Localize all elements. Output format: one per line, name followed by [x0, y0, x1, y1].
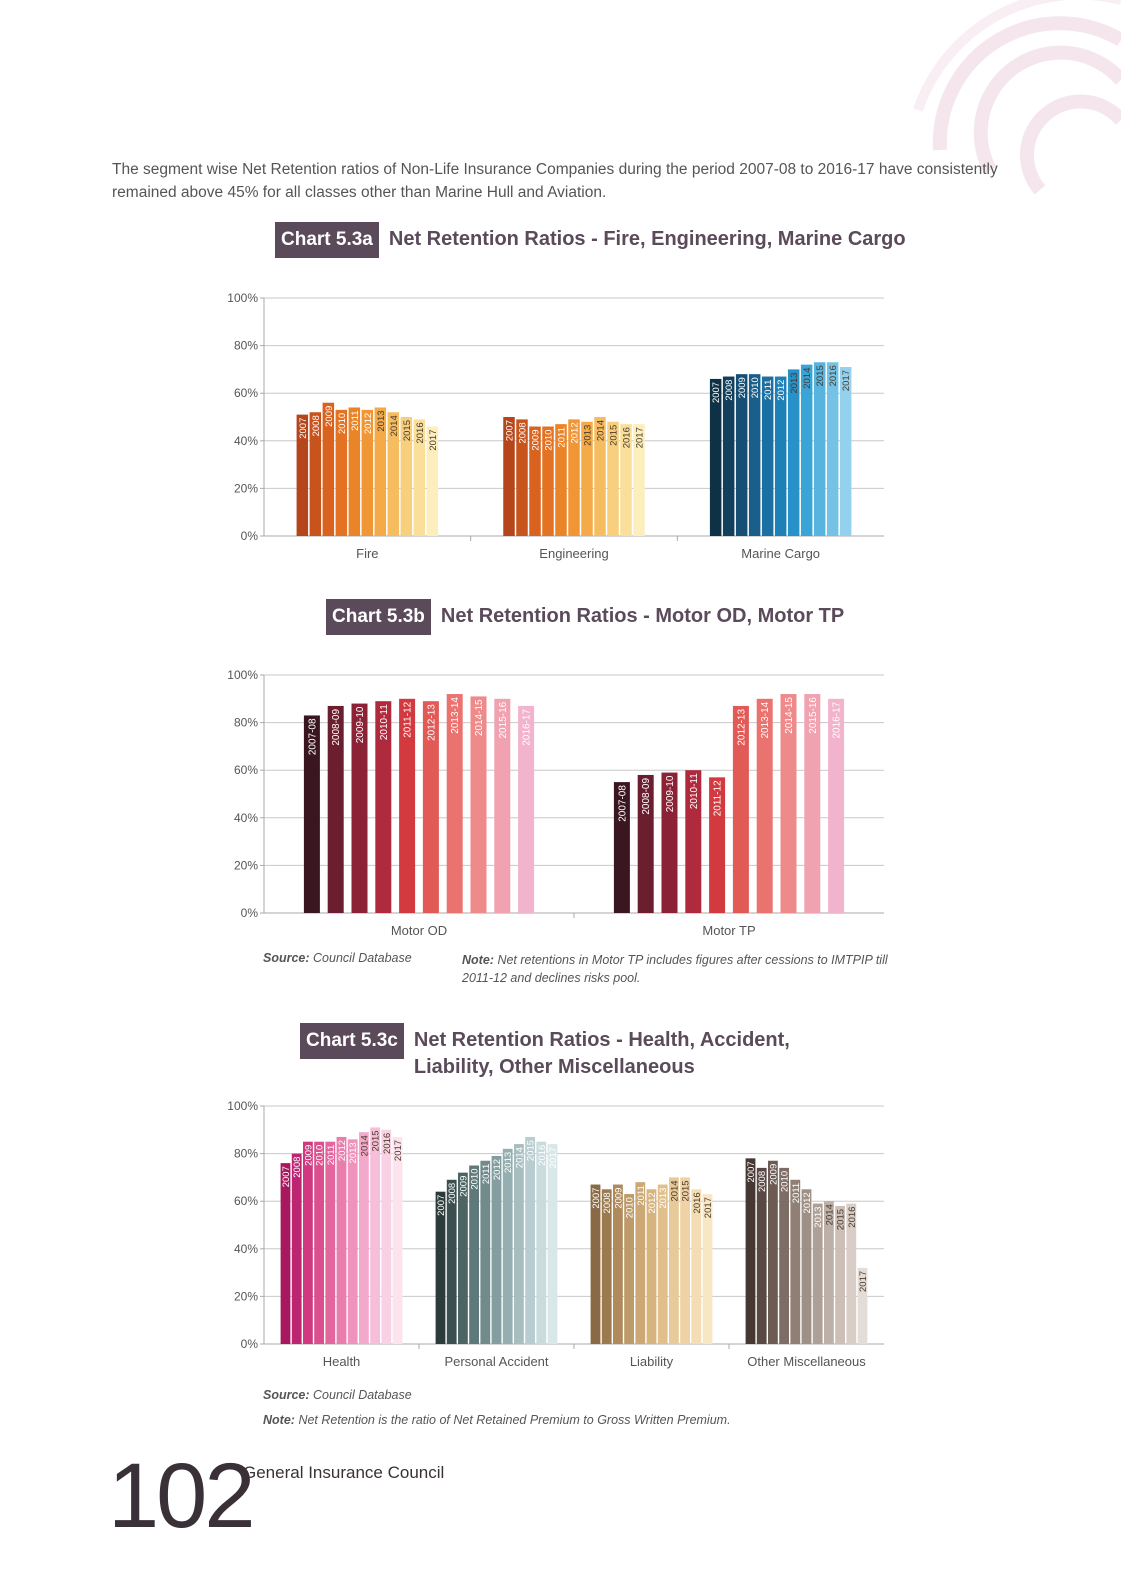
chart-c-title	[300, 1023, 864, 1081]
y-tick-label: 80%	[233, 1146, 258, 1161]
bar	[525, 1137, 535, 1344]
chart-a-title	[275, 222, 906, 258]
bar-label: 2011-12	[712, 780, 724, 817]
bar-label: 2016	[621, 427, 633, 449]
bar-label: 2016	[828, 365, 840, 387]
bar-label: 2007	[297, 417, 309, 439]
bar-label: 2009	[613, 1187, 625, 1209]
bar-label: 2011	[790, 1182, 802, 1204]
y-tick-label: 0%	[240, 529, 258, 543]
bar	[480, 1161, 490, 1344]
bar-label: 2007	[591, 1187, 602, 1209]
y-tick-label: 100%	[227, 668, 258, 682]
bar	[779, 1168, 789, 1344]
bar	[314, 1142, 324, 1344]
category-label: Health	[322, 1354, 361, 1369]
bar-label: 2009-10	[355, 706, 366, 744]
bar	[303, 1142, 313, 1344]
bar-label: 2007-08	[307, 718, 319, 756]
bar-label: 2011	[480, 1163, 492, 1185]
bar-label: 2015	[835, 1208, 847, 1231]
bar-label: 2008	[757, 1170, 769, 1193]
bar-label: 2012	[569, 422, 581, 444]
y-tick-label: 60%	[233, 1194, 258, 1209]
bar-label: 2011	[556, 427, 568, 448]
bar-label: 2017	[703, 1197, 714, 1219]
bar-label: 2013	[658, 1187, 670, 1209]
bar-label: 2015	[608, 424, 620, 446]
note-text: Net Retention is the ratio of Net Retained Premium to Gross Written Premium.	[298, 1413, 731, 1427]
bar-label: 2011	[635, 1185, 647, 1206]
bar-label: 2014	[359, 1135, 371, 1157]
chart-b-title	[326, 599, 844, 635]
bar	[325, 1142, 335, 1344]
category-label: Motor OD	[390, 923, 448, 938]
page-number: 102	[108, 1445, 253, 1547]
bar	[281, 1163, 291, 1344]
bar-label: 2014	[824, 1204, 836, 1226]
bar	[801, 365, 813, 536]
bar	[458, 1173, 468, 1344]
bar	[790, 1180, 800, 1344]
chart-a-plot	[200, 280, 900, 580]
bar-label: 2016	[846, 1206, 858, 1228]
bar-label: 2013	[813, 1206, 825, 1228]
bar-label: 2014	[388, 415, 400, 437]
category-label: Personal Accident	[444, 1354, 549, 1369]
bar-label: 2011	[325, 1144, 337, 1166]
bar-label: 2012	[802, 1192, 813, 1214]
bar	[359, 1132, 369, 1344]
chart-c-note	[263, 1413, 731, 1427]
bar-label: 2009	[530, 429, 542, 451]
bar-label: 2014	[514, 1147, 526, 1169]
bar-label: 2010	[779, 1170, 791, 1193]
category-label: Marine Cargo	[741, 546, 821, 561]
bar-label: 2011	[349, 410, 361, 431]
category-label: Other Miscellaneous	[747, 1354, 866, 1369]
bar-label: 2007	[711, 381, 723, 404]
bar-label: 2012	[492, 1158, 503, 1181]
y-tick-label: 100%	[227, 1099, 258, 1113]
bar-label: 2015	[525, 1139, 537, 1162]
bar-label: 2009	[303, 1144, 315, 1166]
bar	[536, 1142, 546, 1344]
y-tick-label: 40%	[233, 810, 258, 825]
bar-label: 2014	[595, 420, 607, 442]
bar-label: 2010	[624, 1197, 636, 1219]
bar-label: 2010	[543, 429, 555, 451]
bar-label: 2011-12	[402, 701, 414, 738]
y-tick-label: 100%	[227, 291, 258, 305]
note-label: Note:	[263, 1413, 295, 1427]
bar-label: 2016-17	[521, 708, 533, 746]
bar-label: 2008	[724, 379, 736, 401]
chart-c-tag: Chart 5.3c	[300, 1023, 404, 1059]
bar	[370, 1127, 380, 1344]
bar-label: 2016	[536, 1144, 548, 1166]
bar-label: 2015	[815, 365, 827, 387]
y-tick-label: 20%	[233, 858, 258, 873]
bar-label: 2013	[348, 1142, 360, 1164]
bar-label: 2014	[669, 1180, 681, 1202]
bar-label: 2013	[375, 410, 387, 432]
bar-label: 2010	[469, 1168, 481, 1190]
y-tick-label: 80%	[233, 715, 258, 730]
category-label: Engineering	[539, 546, 609, 561]
bar-label: 2008-09	[331, 708, 343, 746]
chart-c-source	[263, 1388, 412, 1402]
bar-label: 2008	[292, 1156, 304, 1178]
bar-label: 2008	[447, 1182, 459, 1204]
bar	[814, 362, 826, 536]
bar	[514, 1144, 524, 1344]
bar-label: 2010	[314, 1144, 326, 1166]
bar	[548, 1144, 558, 1344]
bar-label: 2008	[517, 422, 529, 444]
bar	[393, 1137, 403, 1344]
bar-label: 2017	[858, 1270, 869, 1292]
chart-b-heading: Net Retention Ratios - Motor OD, Motor TP	[440, 605, 845, 627]
bar-label: 2012-13	[736, 708, 748, 746]
bar-label: 2009	[737, 377, 749, 399]
chart-a-tag: Chart 5.3a	[275, 222, 379, 258]
bar-label: 2017	[393, 1139, 404, 1162]
footer-org-name: General Insurance Council	[243, 1463, 445, 1482]
category-label: Motor TP	[702, 923, 756, 938]
bar-label: 2013-14	[760, 701, 772, 739]
y-tick-label: 20%	[233, 481, 258, 496]
bar	[469, 1166, 479, 1345]
bar	[337, 1137, 347, 1344]
bar-label: 2007	[746, 1161, 757, 1183]
bar	[348, 1139, 358, 1344]
bar-label: 2012-13	[426, 704, 438, 741]
bar-label: 2017	[427, 429, 439, 451]
bar-label: 2016	[691, 1192, 703, 1214]
bar	[503, 1149, 513, 1344]
bar-label: 2017	[841, 370, 853, 392]
y-tick-label: 80%	[233, 338, 258, 353]
bar	[492, 1156, 502, 1344]
bar-label: 2010-11	[378, 704, 390, 741]
y-tick-label: 40%	[233, 433, 258, 448]
bar-label: 2009	[323, 405, 335, 427]
bar	[381, 1130, 391, 1344]
bar-label: 2011	[763, 379, 775, 400]
bar-label: 2007	[436, 1194, 447, 1216]
bar	[768, 1161, 778, 1344]
chart-a-heading: Net Retention Ratios - Fire, Engineering, Marine Cargo	[388, 228, 906, 250]
bar-label: 2007	[281, 1166, 292, 1188]
bar-label: 2014	[802, 367, 814, 389]
chart-b-source	[263, 951, 412, 965]
source-text: Council Database	[313, 1388, 412, 1402]
bar-label: 2007-08	[617, 785, 629, 822]
bar-label: 2016	[414, 422, 426, 444]
bar-label: 2013	[789, 372, 801, 394]
bar-label: 2015-16	[807, 697, 819, 734]
bar-label: 2017	[634, 427, 646, 449]
source-label: Source:	[263, 951, 310, 965]
bar-label: 2012	[337, 1139, 348, 1162]
bar-label: 2010	[336, 412, 348, 435]
bar-label: 2017	[548, 1147, 559, 1169]
bar	[292, 1154, 302, 1344]
bar-label: 2013-14	[450, 697, 462, 734]
bar-label: 2010-11	[688, 773, 700, 810]
note-label: Note:	[462, 953, 494, 967]
bar-label: 2007	[504, 420, 516, 442]
bar-label: 2009	[458, 1175, 470, 1197]
bar-label: 2015	[370, 1130, 382, 1152]
bar-label: 2008	[310, 415, 322, 437]
y-tick-label: 0%	[240, 906, 258, 920]
bar-label: 2015-16	[497, 701, 509, 739]
chart-c-plot	[200, 1088, 900, 1388]
bar-label: 2013	[503, 1151, 515, 1173]
chart-b-note	[462, 951, 892, 987]
y-tick-label: 60%	[233, 386, 258, 401]
bar-label: 2015	[401, 420, 413, 442]
y-tick-label: 20%	[233, 1289, 258, 1304]
bar-label: 2013	[582, 424, 594, 446]
note-text: Net retentions in Motor TP includes figures after cessions to IMTPIP till 2011-12 and declines risks pool.	[462, 953, 888, 985]
bar-label: 2016	[381, 1132, 393, 1154]
chart-c-heading: Net Retention Ratios - Health, Accident, Liability, Other Miscellaneous	[413, 1029, 790, 1078]
bar-label: 2014-15	[784, 697, 795, 734]
bar	[827, 362, 839, 536]
chart-b-tag: Chart 5.3b	[326, 599, 431, 635]
bar-label: 2016-17	[831, 701, 843, 739]
source-label: Source:	[263, 1388, 310, 1402]
bar	[840, 367, 852, 536]
category-label: Fire	[356, 546, 379, 561]
bar-label: 2009	[768, 1163, 780, 1185]
bar-label: 2015	[680, 1180, 692, 1202]
bar-label: 2008	[602, 1192, 614, 1214]
bar	[757, 1168, 767, 1344]
bar-label: 2012	[362, 412, 374, 435]
intro-paragraph: The segment wise Net Retention ratios of Non-Life Insurance Companies during the period 2007-08 to 2016-17 have consistently remained above 45% for all classes other than Marine Hull and Aviation.	[112, 161, 998, 201]
bar-label: 2009-10	[665, 775, 676, 813]
bar	[746, 1158, 756, 1344]
bar-label: 2012	[647, 1192, 658, 1214]
bar-label: 2014-15	[474, 699, 485, 737]
y-tick-label: 0%	[240, 1337, 258, 1351]
category-label: Liability	[629, 1354, 674, 1369]
bar-label: 2010	[750, 377, 762, 399]
source-text: Council Database	[313, 951, 412, 965]
bar-label: 2012	[776, 379, 788, 401]
y-tick-label: 60%	[233, 763, 258, 778]
bar-label: 2008-09	[641, 777, 653, 815]
y-tick-label: 40%	[233, 1241, 258, 1256]
chart-b-plot	[200, 657, 900, 957]
